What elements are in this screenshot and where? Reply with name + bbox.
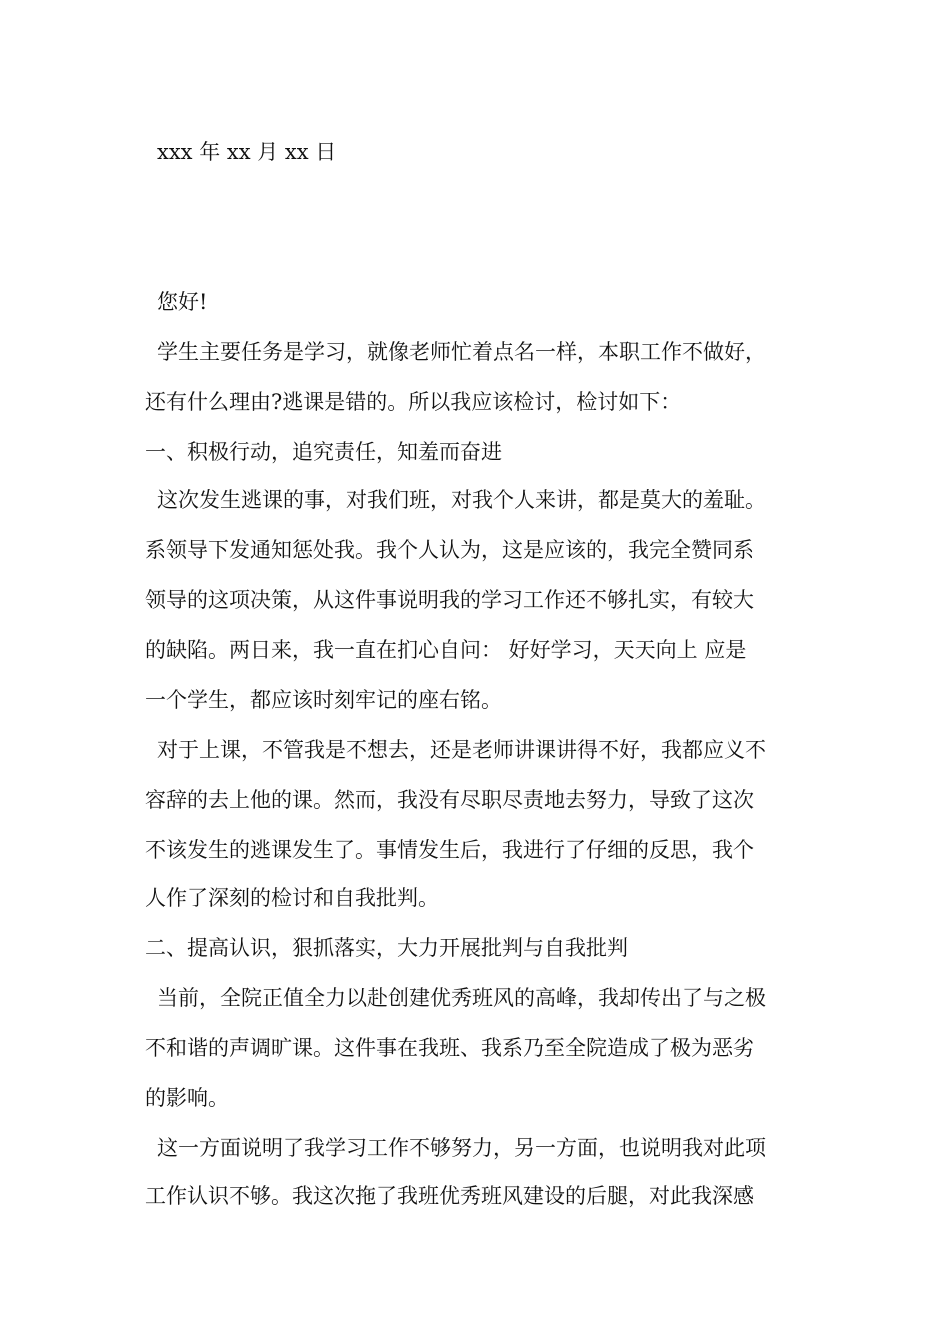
paragraph-line: 这次发生逃课的事，对我们班，对我个人来讲，都是莫大的羞耻。 (157, 488, 766, 512)
paragraph-line: 这一方面说明了我学习工作不够努力，另一方面，也说明我对此项 (157, 1136, 766, 1160)
paragraph-line: 还有什么理由?逃课是错的。所以我应该检讨，检讨如下： (145, 390, 682, 414)
paragraph-line: 工作认识不够。我这次拖了我班优秀班风建设的后腿，对此我深感 (145, 1184, 754, 1208)
paragraph-line: 容辞的去上他的课。然而，我没有尽职尽责地去努力，导致了这次 (145, 788, 754, 812)
section-heading: 一、积极行动，追究责任，知羞而奋进 (145, 440, 502, 464)
paragraph-line: 一个学生，都应该时刻牢记的座右铭。 (145, 688, 502, 712)
paragraph-line: 学生主要任务是学习，就像老师忙着点名一样，本职工作不做好， (157, 340, 766, 364)
paragraph-line: 不和谐的声调旷课。这件事在我班、我系乃至全院造成了极为恶劣 (145, 1036, 754, 1060)
paragraph-line: 领导的这项决策，从这件事说明我的学习工作还不够扎实，有较大 (145, 588, 754, 612)
greeting: 您好! (157, 290, 208, 314)
section-heading: 二、提高认识，狠抓落实，大力开展批判与自我批判 (145, 936, 628, 960)
paragraph-line: 当前，全院正值全力以赴创建优秀班风的高峰，我却传出了与之极 (157, 986, 766, 1010)
paragraph-line: 系领导下发通知惩处我。我个人认为，这是应该的，我完全赞同系 (145, 538, 754, 562)
paragraph-line: 人作了深刻的检讨和自我批判。 (145, 886, 439, 910)
paragraph-line: 的影响。 (145, 1086, 229, 1110)
document-date: xxx 年 xx 月 xx 日 (157, 140, 337, 164)
paragraph-line: 不该发生的逃课发生了。事情发生后，我进行了仔细的反思，我个 (145, 838, 754, 862)
paragraph-line: 对于上课，不管我是不想去，还是老师讲课讲得不好，我都应义不 (157, 738, 766, 762)
paragraph-line: 的缺陷。两日来，我一直在扪心自问： 好好学习，天天向上 应是 (145, 638, 747, 662)
